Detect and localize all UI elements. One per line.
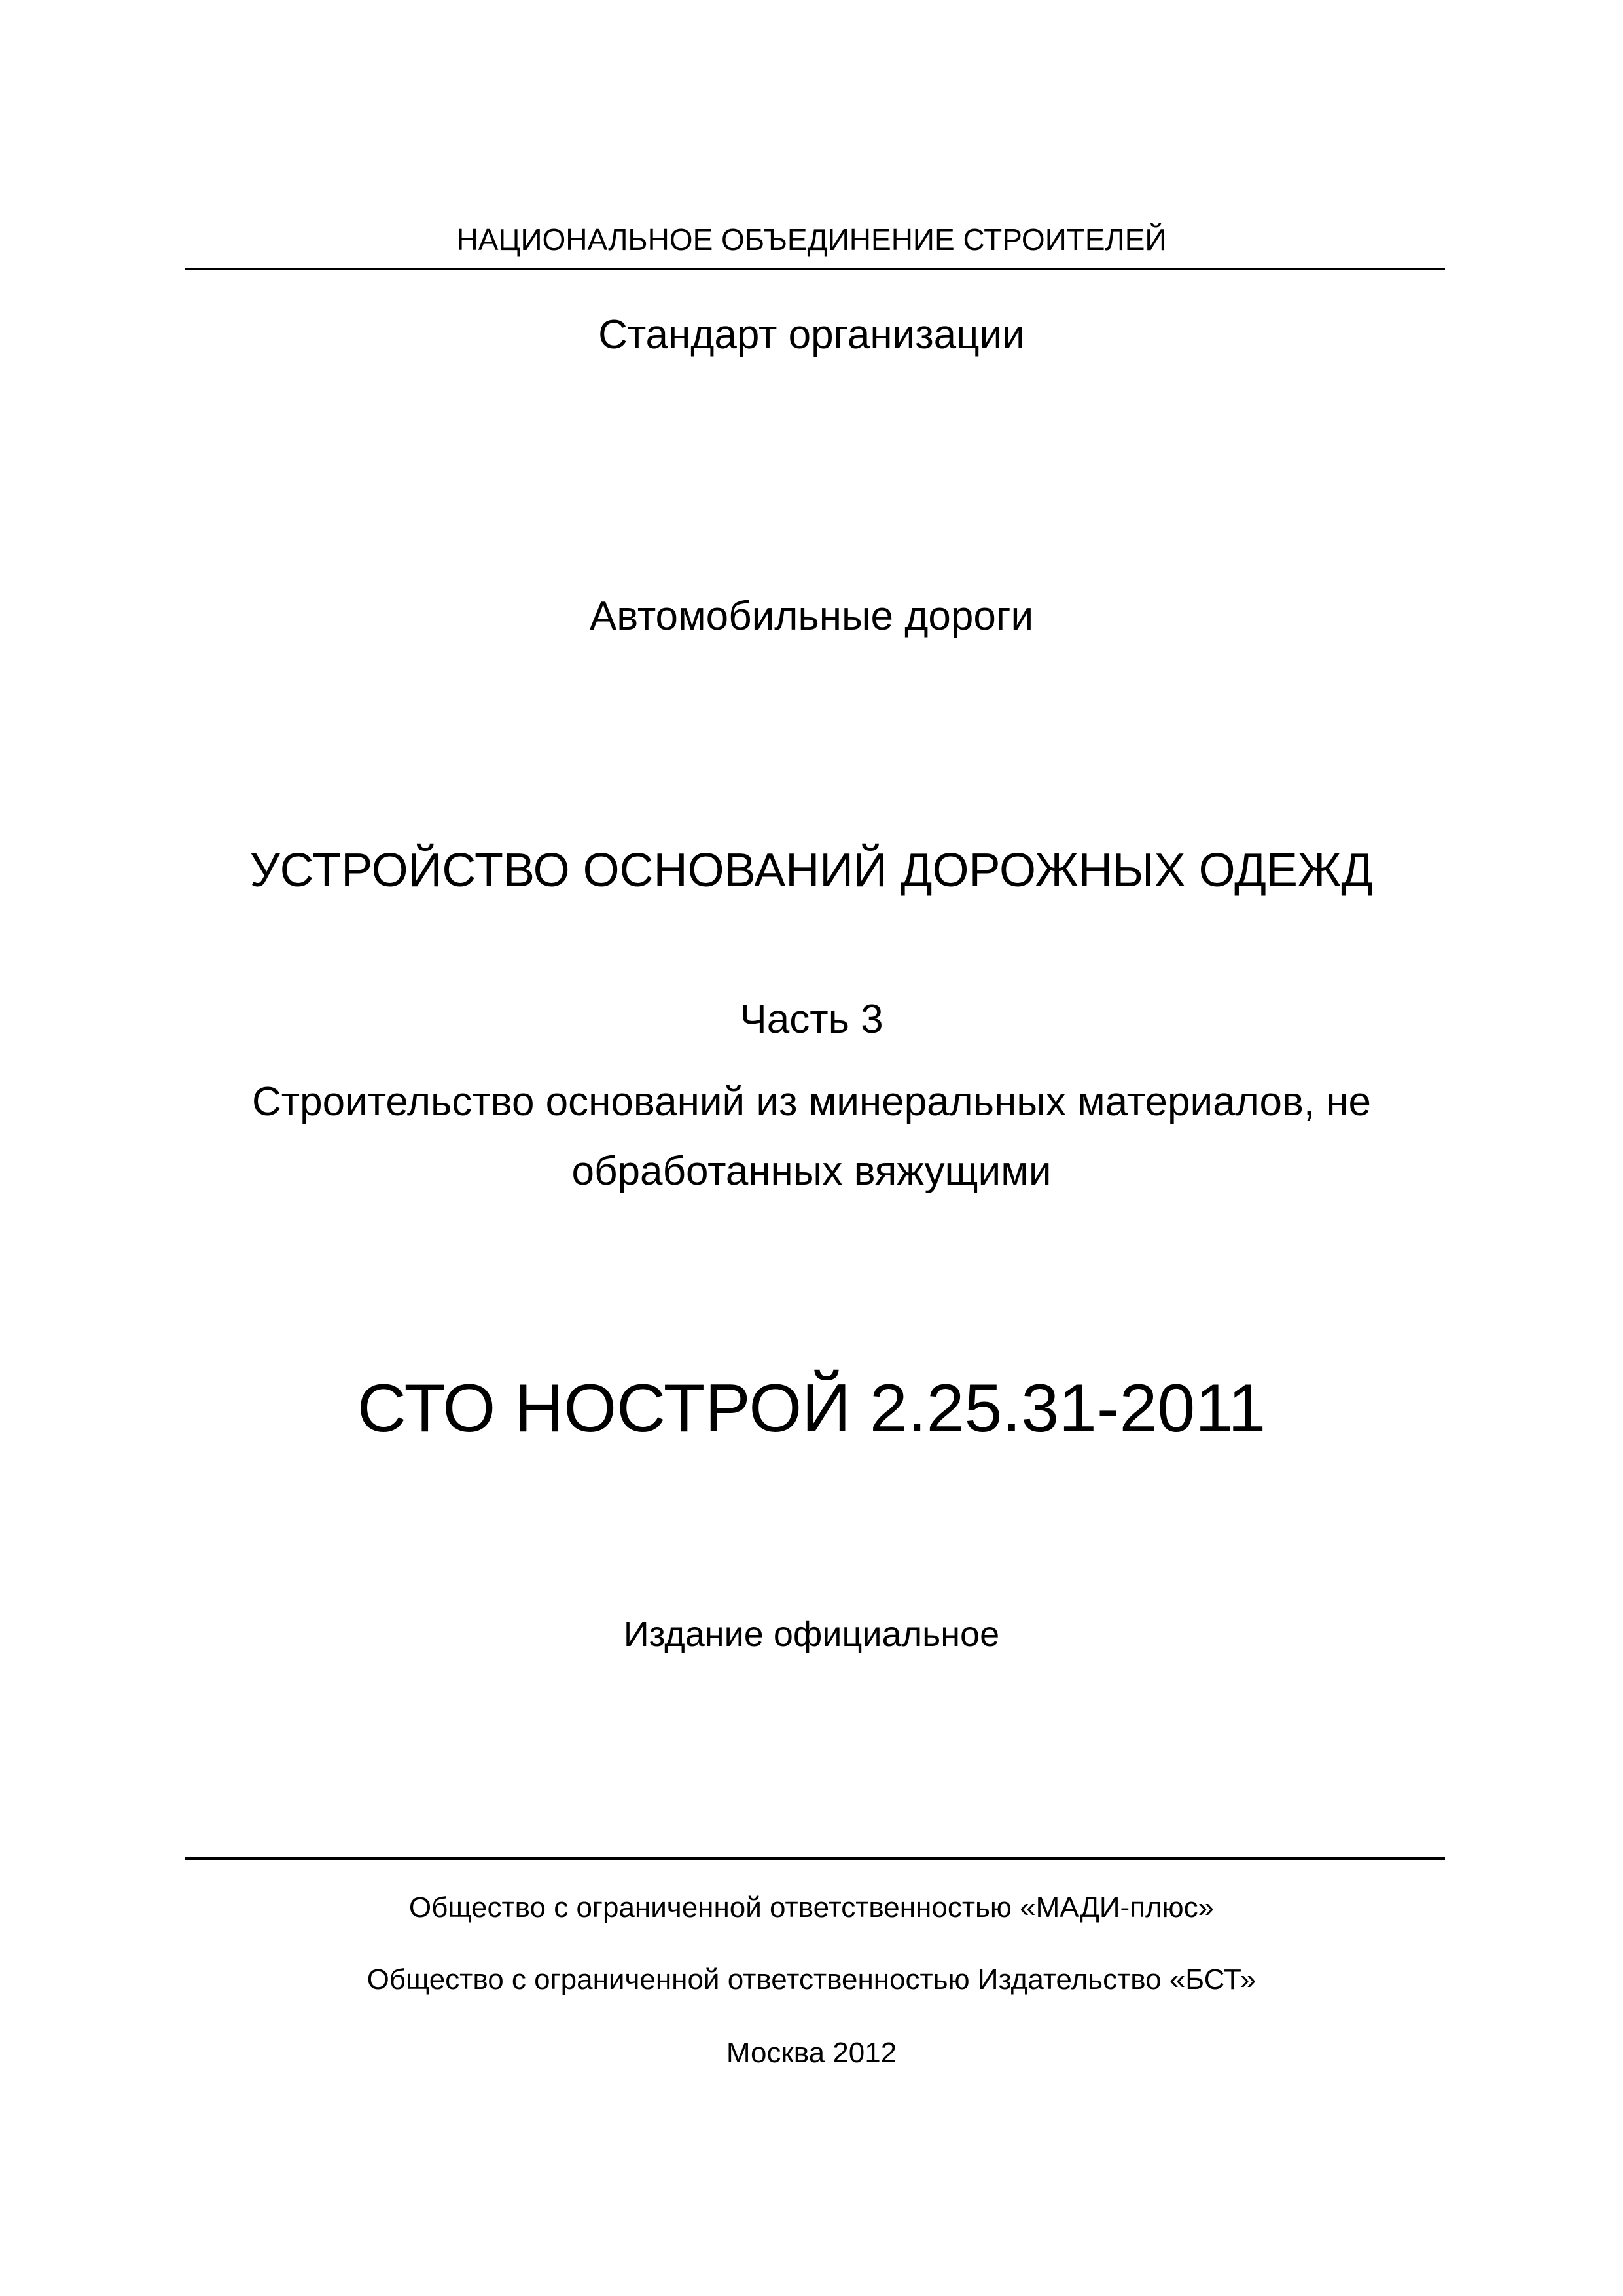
organization-header: НАЦИОНАЛЬНОЕ ОБЪЕДИНЕНИЕ СТРОИТЕЛЕЙ — [456, 223, 1167, 257]
place-year: Москва 2012 — [726, 2037, 897, 2069]
document-title: УСТРОЙСТВО ОСНОВАНИЙ ДОРОЖНЫХ ОДЕЖД — [249, 844, 1374, 897]
top-divider — [185, 268, 1445, 270]
subtitle-line-2: обработанных вяжущими — [571, 1149, 1052, 1194]
part-number: Часть 3 — [740, 997, 883, 1042]
standard-type: Стандарт организации — [598, 312, 1025, 357]
publisher-1: Общество с ограниченной ответственностью «МАДИ-плюс» — [408, 1892, 1215, 1924]
edition-note: Издание официальное — [623, 1615, 1000, 1654]
standard-code: СТО НОСТРОЙ 2.25.31-2011 — [357, 1371, 1266, 1446]
bottom-divider — [185, 1857, 1445, 1860]
subtitle-line-1: Строительство оснований из минеральных материалов, не — [251, 1079, 1372, 1124]
subject-area: Автомобильные дороги — [589, 594, 1034, 639]
publisher-2: Общество с ограниченной ответственностью Издательство «БСТ» — [366, 1964, 1257, 1996]
